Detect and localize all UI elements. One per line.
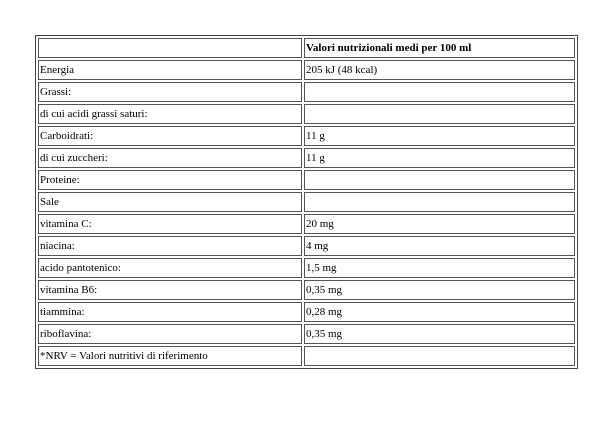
row-label: Proteine: [38, 170, 302, 190]
table-row-vitamina-b6 [38, 280, 575, 300]
table-row-acido-pantotenico [38, 258, 575, 278]
nutrition-table [35, 35, 578, 369]
table-row-grassi-saturi [38, 104, 575, 124]
row-label: riboflavina: [38, 324, 302, 344]
table-row-grassi [38, 82, 575, 102]
table-row-niacina [38, 236, 575, 256]
row-value: 11 g [304, 126, 575, 146]
table-row-energia [38, 60, 575, 80]
table-row-zuccheri [38, 148, 575, 168]
row-label: Energia [38, 60, 302, 80]
header-label-cell [38, 38, 302, 58]
row-value: 1,5 mg [304, 258, 575, 278]
table-row-sale [38, 192, 575, 212]
row-label: acido pantotenico: [38, 258, 302, 278]
row-label: vitamina C: [38, 214, 302, 234]
row-value: 205 kJ (48 kcal) [304, 60, 575, 80]
table-row-tiammina [38, 302, 575, 322]
row-label: Sale [38, 192, 302, 212]
row-label: di cui acidi grassi saturi: [38, 104, 302, 124]
row-value: 20 mg [304, 214, 575, 234]
row-value [304, 192, 575, 212]
table-row-carboidrati [38, 126, 575, 146]
row-value: 0,35 mg [304, 324, 575, 344]
row-label: di cui zuccheri: [38, 148, 302, 168]
header-value-cell: Valori nutrizionali medi per 100 ml [304, 38, 575, 58]
table-row-vitamina-c [38, 214, 575, 234]
row-value [304, 170, 575, 190]
table-row-proteine [38, 170, 575, 190]
row-value: 11 g [304, 148, 575, 168]
row-label: tiammina: [38, 302, 302, 322]
table-row-nrv-note [38, 346, 575, 366]
table-row-riboflavina [38, 324, 575, 344]
row-value: 0,35 mg [304, 280, 575, 300]
row-label: Grassi: [38, 82, 302, 102]
row-label: vitamina B6: [38, 280, 302, 300]
row-value [304, 346, 575, 366]
table-header-row [38, 38, 575, 58]
row-value: 4 mg [304, 236, 575, 256]
row-label: *NRV = Valori nutritivi di riferimento [38, 346, 302, 366]
row-label: niacina: [38, 236, 302, 256]
row-value: 0,28 mg [304, 302, 575, 322]
row-value [304, 82, 575, 102]
row-value [304, 104, 575, 124]
row-label: Carboidrati: [38, 126, 302, 146]
